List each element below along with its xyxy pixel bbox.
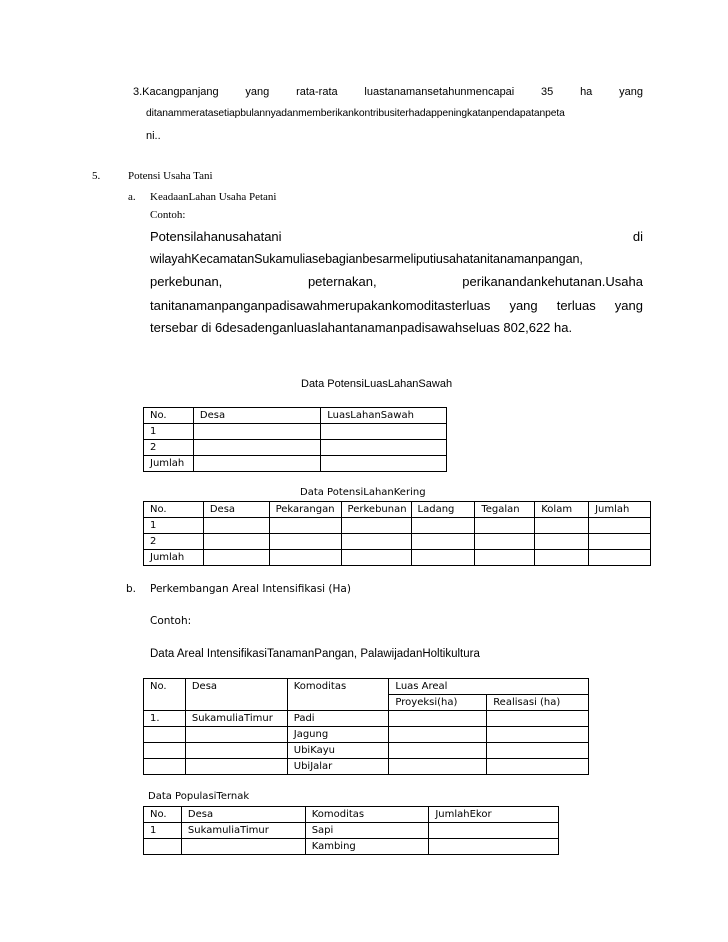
subsection-b-example: Contoh:: [150, 615, 192, 627]
table3-title: Data Areal IntensifikasiTanamanPangan, PalawijadanHoltikultura: [150, 648, 480, 660]
header-cell: No.: [144, 408, 194, 424]
table-cell: [181, 839, 305, 855]
table-header-row: [144, 807, 559, 823]
table-cell: [487, 743, 589, 759]
table-header-row: [144, 408, 447, 424]
table-cell: [535, 534, 589, 550]
header-cell: Luas Areal: [389, 679, 589, 695]
header-cell: No.: [144, 502, 204, 518]
header-cell: Realisasi (ha): [487, 695, 589, 711]
item3-line2: ditanammeratasetiapbulannyadanmemberikankontribusiterhadappeningkatanpendapatanpeta: [146, 108, 565, 119]
header-cell: Jumlah: [589, 502, 651, 518]
table-row: [144, 440, 447, 456]
table-cell: [193, 440, 320, 456]
header-cell: No.: [144, 679, 186, 711]
table-cell: [589, 518, 651, 534]
table-cell: [341, 534, 411, 550]
para-a-line5: tersebar di 6desadenganluaslahantanamanpadisawahseluas 802,622 ha.: [150, 320, 573, 335]
header-cell: Proyeksi(ha): [389, 695, 487, 711]
table-cell: [269, 534, 341, 550]
subsection-b-letter: b.: [126, 583, 137, 595]
subsection-b-title: Perkembangan Areal Intensifikasi (Ha): [150, 583, 351, 595]
table-cell: SukamuliaTimur: [181, 823, 305, 839]
table-cell: 1: [144, 518, 204, 534]
table-row: [144, 743, 589, 759]
table-cell: [193, 456, 320, 472]
item3-line1: 3.Kacangpanjang yang rata-rata luastanamansetahunmencapai 35 ha yang: [133, 86, 643, 98]
table-cell: UbiJalar: [287, 759, 389, 775]
table-cell: [185, 743, 287, 759]
table-cell: Jumlah: [144, 550, 204, 566]
header-cell: Komoditas: [305, 807, 429, 823]
table-cell: [487, 727, 589, 743]
table-cell: Jumlah: [144, 456, 194, 472]
table-cell: [475, 534, 535, 550]
table-cell: [589, 550, 651, 566]
table-cell: [321, 456, 447, 472]
header-cell: Kolam: [535, 502, 589, 518]
subsection-a-title: KeadaanLahan Usaha Petani: [150, 191, 277, 203]
table-cell: [535, 518, 589, 534]
table-cell: 1.: [144, 711, 186, 727]
header-cell: Desa: [203, 502, 269, 518]
table-cell: [475, 518, 535, 534]
section-5-title: Potensi Usaha Tani: [128, 170, 213, 182]
table-cell: [487, 759, 589, 775]
item3-line3: ni..: [146, 130, 161, 142]
section-5-number: 5.: [92, 170, 101, 182]
table-cell: [193, 424, 320, 440]
areal-intensifikasi-table: [143, 678, 589, 775]
luas-lahan-sawah-table: [143, 407, 447, 472]
header-cell: Perkebunan: [341, 502, 411, 518]
table-cell: [341, 518, 411, 534]
table-row: [144, 839, 559, 855]
para-a-line4: tanitanamanpanganpadisawahmerupakankomoditasterluas yang terluas yang: [150, 298, 643, 313]
header-cell: No.: [144, 807, 182, 823]
table-cell: Sapi: [305, 823, 429, 839]
table-cell: [185, 727, 287, 743]
header-cell: JumlahEkor: [429, 807, 559, 823]
header-cell: Komoditas: [287, 679, 389, 711]
table-cell: [411, 518, 475, 534]
table-cell: [487, 711, 589, 727]
para-a-line1: Potensilahanusahatani di: [150, 229, 643, 244]
table4-title: Data PopulasiTernak: [148, 791, 250, 802]
table-cell: [429, 839, 559, 855]
subsection-a-example: Contoh:: [150, 209, 186, 221]
header-cell: Desa: [185, 679, 287, 711]
table-cell: [389, 727, 487, 743]
header-cell: Pekarangan: [269, 502, 341, 518]
header-cell: LuasLahanSawah: [321, 408, 447, 424]
table-cell: [185, 759, 287, 775]
table-cell: [321, 440, 447, 456]
table-cell: 1: [144, 424, 194, 440]
table2-title: Data PotensiLahanKering: [300, 487, 426, 498]
table-cell: [589, 534, 651, 550]
table-cell: 2: [144, 534, 204, 550]
table-row: [144, 424, 447, 440]
table-cell: [321, 424, 447, 440]
header-cell: Desa: [193, 408, 320, 424]
table1-title: Data PotensiLuasLahanSawah: [301, 378, 453, 390]
table-cell: [203, 518, 269, 534]
table-cell: [144, 743, 186, 759]
table-cell: Kambing: [305, 839, 429, 855]
table-cell: 2: [144, 440, 194, 456]
table-cell: [269, 550, 341, 566]
table-cell: [269, 518, 341, 534]
table-row: [144, 518, 651, 534]
table-cell: SukamuliaTimur: [185, 711, 287, 727]
table-cell: [411, 534, 475, 550]
table-row: [144, 550, 651, 566]
table-cell: UbiKayu: [287, 743, 389, 759]
header-cell: Tegalan: [475, 502, 535, 518]
table-row: [144, 823, 559, 839]
table-cell: [535, 550, 589, 566]
table-header-row: [144, 679, 589, 695]
table-cell: [341, 550, 411, 566]
subsection-a-letter: a.: [128, 191, 136, 203]
table-cell: [475, 550, 535, 566]
table-cell: [389, 711, 487, 727]
header-cell: Desa: [181, 807, 305, 823]
para-a-line2: wilayahKecamatanSukamuliasebagianbesarmeliputiusahatanitanamanpangan,: [150, 252, 583, 266]
lahan-kering-table: [143, 501, 651, 566]
table-header-row: [144, 502, 651, 518]
table-row: [144, 727, 589, 743]
table-row: [144, 534, 651, 550]
header-cell: Ladang: [411, 502, 475, 518]
table-cell: [144, 727, 186, 743]
table-row: [144, 759, 589, 775]
table-cell: [411, 550, 475, 566]
table-cell: [389, 743, 487, 759]
populasi-ternak-table: [143, 806, 559, 855]
table-row: [144, 456, 447, 472]
table-cell: [144, 759, 186, 775]
table-cell: Padi: [287, 711, 389, 727]
table-cell: [203, 534, 269, 550]
table-row: [144, 711, 589, 727]
table-cell: Jagung: [287, 727, 389, 743]
table-cell: [144, 839, 182, 855]
table-cell: [389, 759, 487, 775]
table-cell: [203, 550, 269, 566]
table-cell: [429, 823, 559, 839]
table-cell: 1: [144, 823, 182, 839]
para-a-line3: perkebunan, peternakan, perikanandankehutanan.Usaha: [150, 274, 643, 289]
